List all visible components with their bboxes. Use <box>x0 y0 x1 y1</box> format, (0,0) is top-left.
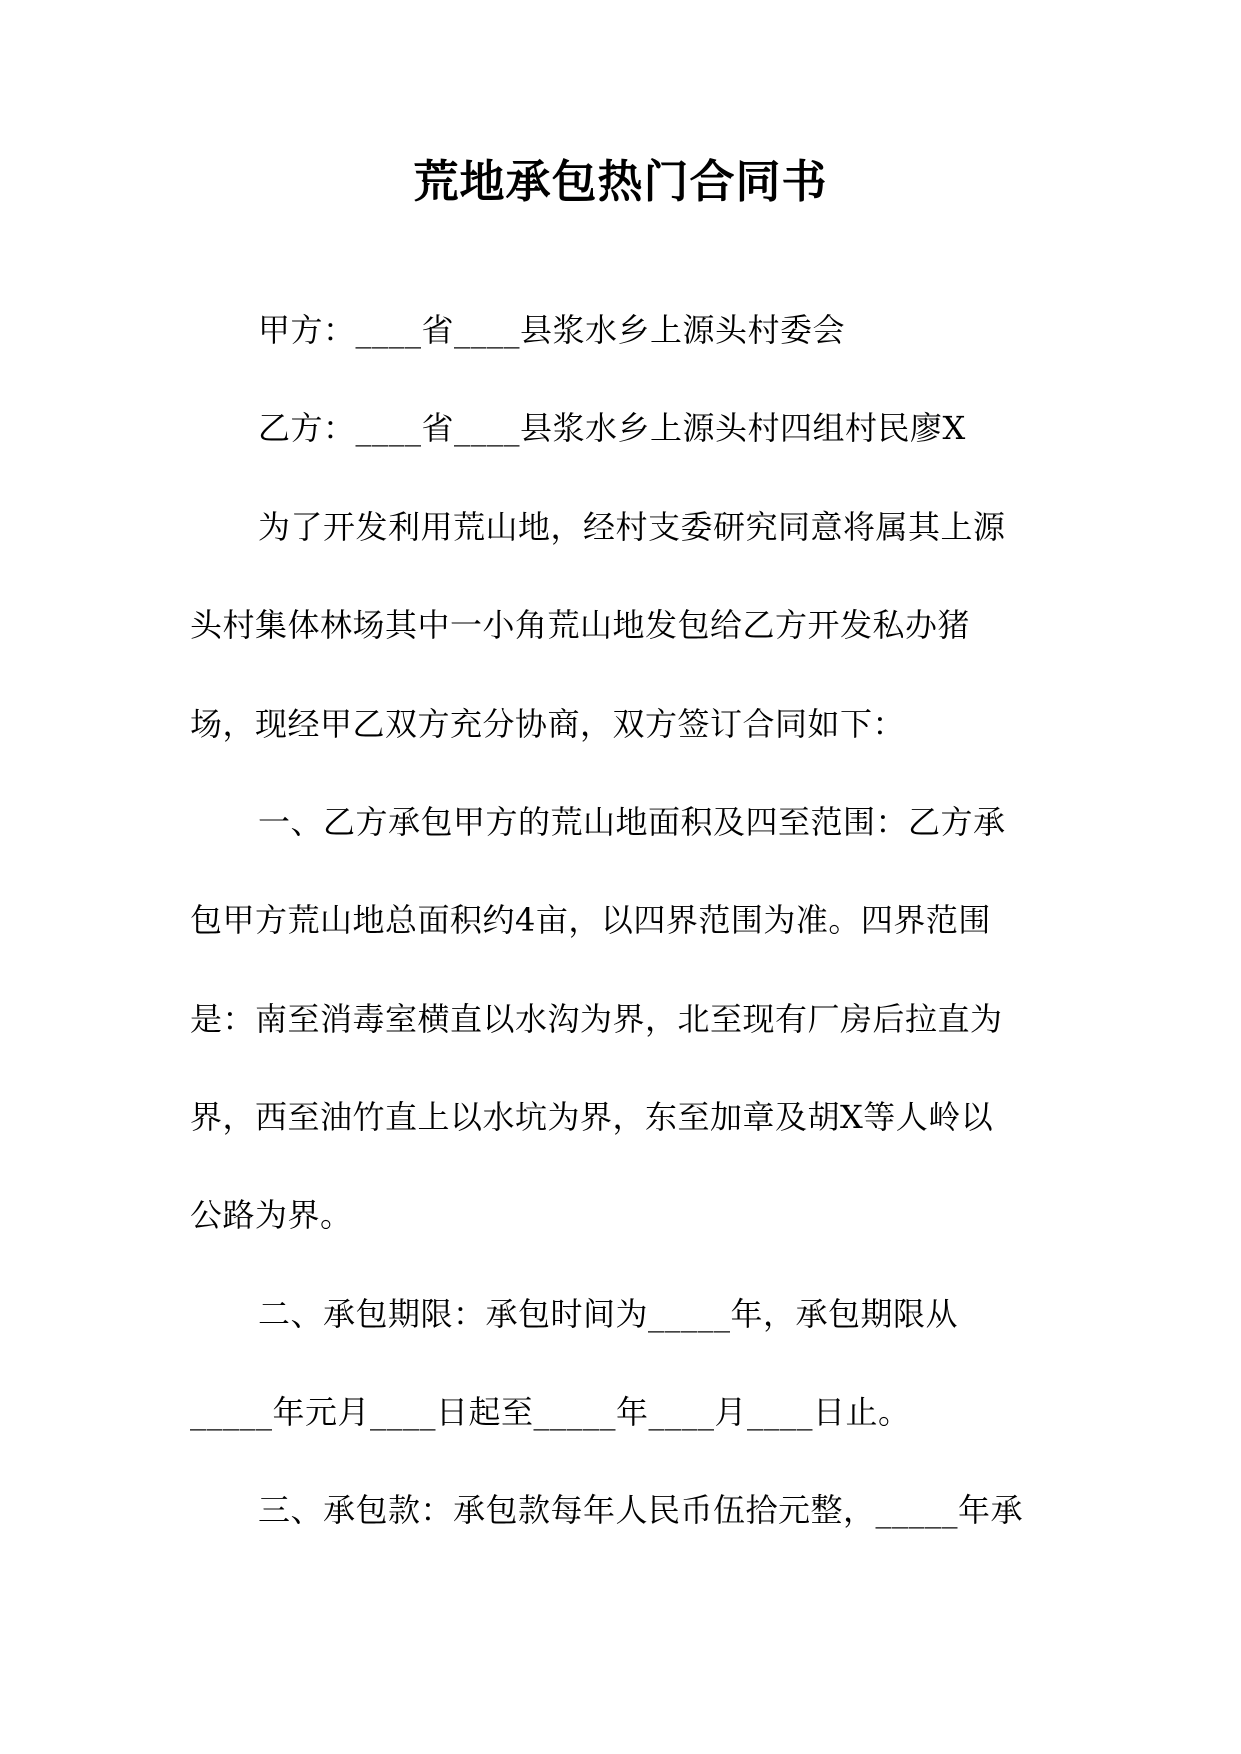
document-title: 荒地承包热门合同书 <box>413 155 828 208</box>
preamble-line-1: 为了开发利用荒山地，经村支委研究同意将属其上源 <box>258 508 1006 546</box>
clause-1-line-4: 界，西至油竹直上以水坑为界，东至加章及胡X等人岭以 <box>190 1098 994 1136</box>
preamble-line-3: 场，现经甲乙双方充分协商，双方签订合同如下： <box>190 705 906 743</box>
clause-1-line-3: 是：南至消毒室横直以水沟为界，北至现有厂房后拉直为 <box>190 1000 1003 1038</box>
preamble-line-2: 头村集体林场其中一小角荒山地发包给乙方开发私办猪 <box>190 606 971 644</box>
clause-2-line-2: _____年元月____日起至_____年____月____日止。 <box>190 1393 911 1431</box>
clause-1-line-2: 包甲方荒山地总面积约4亩，以四界范围为准。四界范围 <box>190 901 991 939</box>
clause-3-line-1: 三、承包款：承包款每年人民币伍拾元整，_____年承 <box>258 1491 1024 1529</box>
clause-2-line-1: 二、承包期限：承包时间为_____年，承包期限从 <box>258 1295 959 1333</box>
clause-1-line-1: 一、乙方承包甲方的荒山地面积及四至范围：乙方承 <box>258 803 1006 841</box>
party-b-line: 乙方：____省____县浆水乡上源头村四组村民廖X <box>258 409 966 447</box>
clause-1-line-5: 公路为界。 <box>190 1196 353 1234</box>
party-a-line: 甲方：____省____县浆水乡上源头村委会 <box>258 311 846 349</box>
